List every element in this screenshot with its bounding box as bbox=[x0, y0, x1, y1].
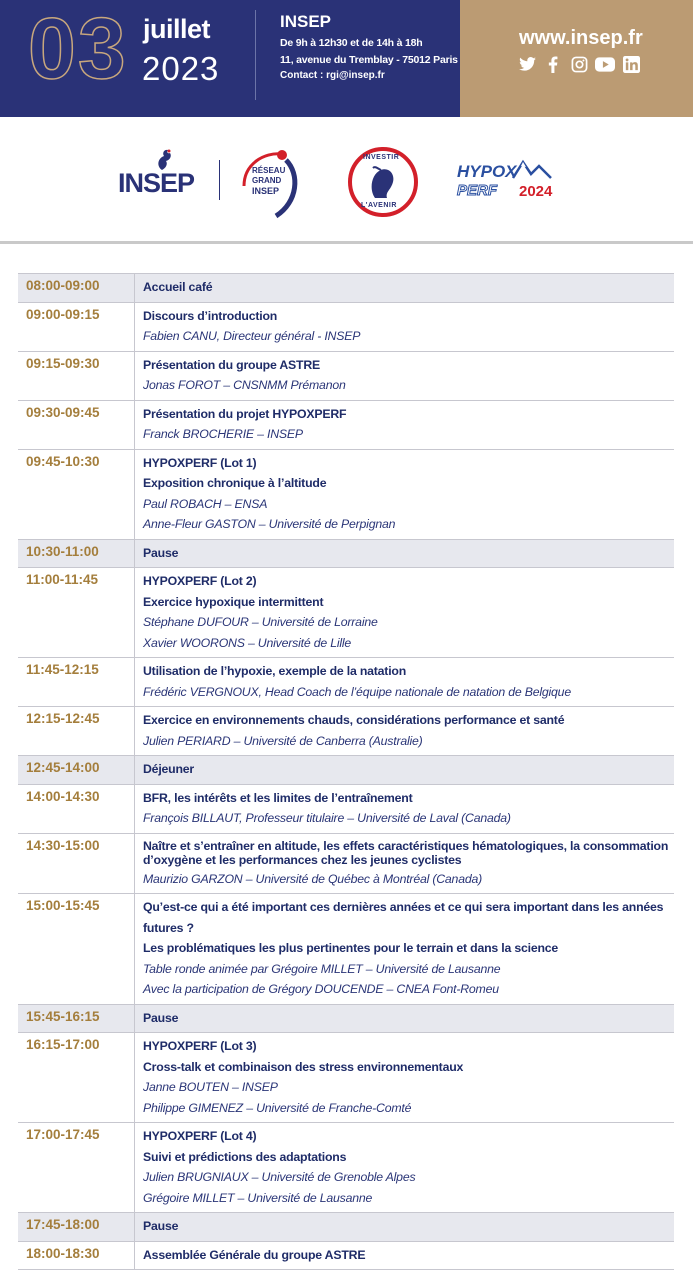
session-speaker: Grégoire MILLET – Université de Lausanne bbox=[143, 1188, 674, 1209]
website-link[interactable]: www.insep.fr bbox=[519, 27, 643, 50]
section-divider bbox=[0, 241, 693, 244]
session-time: 09:30-09:45 bbox=[18, 401, 135, 449]
schedule-row bbox=[18, 567, 674, 657]
session-time: 18:00-18:30 bbox=[18, 1242, 135, 1270]
schedule-row bbox=[18, 755, 674, 784]
schedule-row bbox=[18, 400, 674, 449]
session-title: Déjeuner bbox=[143, 759, 674, 780]
logo-divider bbox=[219, 160, 220, 200]
hypox-year: 2024 bbox=[519, 183, 552, 200]
venue-address: 11, avenue du Tremblay - 75012 Paris bbox=[280, 54, 458, 66]
event-day: 03 bbox=[28, 6, 128, 92]
session-time: 14:00-14:30 bbox=[18, 785, 135, 833]
twitter-icon[interactable] bbox=[518, 55, 536, 73]
session-title: HYPOXPERF (Lot 2) bbox=[143, 571, 674, 592]
schedule-row bbox=[18, 1032, 674, 1122]
session-title: Présentation du projet HYPOXPERF bbox=[143, 404, 674, 425]
session-details bbox=[135, 1033, 674, 1122]
session-time: 14:30-15:00 bbox=[18, 834, 135, 894]
schedule-row bbox=[18, 449, 674, 539]
investir-avenir-logo bbox=[347, 146, 419, 218]
schedule-row bbox=[18, 302, 674, 351]
session-speaker: Avec la participation de Grégory DOUCENDE – CNEA Font-Romeu bbox=[143, 979, 674, 1000]
schedule-row bbox=[18, 273, 674, 302]
session-speaker: Franck BROCHERIE – INSEP bbox=[143, 424, 674, 445]
session-title: Qu’est-ce qui a été important ces dernières années et ce qui sera important dans les années futures ? bbox=[143, 897, 674, 938]
session-speaker: Julien BRUGNIAUX – Université de Grenoble Alpes bbox=[143, 1167, 674, 1188]
session-details bbox=[135, 1005, 674, 1033]
session-details bbox=[135, 785, 674, 833]
session-time: 16:15-17:00 bbox=[18, 1033, 135, 1122]
schedule-row bbox=[18, 351, 674, 400]
session-time: 08:00-09:00 bbox=[18, 274, 135, 302]
schedule-row bbox=[18, 539, 674, 568]
session-title: Pause bbox=[143, 1008, 674, 1029]
session-speaker: Fabien CANU, Directeur général - INSEP bbox=[143, 326, 674, 347]
session-title: Utilisation de l’hypoxie, exemple de la natation bbox=[143, 661, 674, 682]
session-title: HYPOXPERF (Lot 3) bbox=[143, 1036, 674, 1057]
session-title: Les problématiques les plus pertinentes pour le terrain et dans la science bbox=[143, 938, 674, 959]
insep-logo: INSEP bbox=[118, 146, 200, 204]
hypoxperf-logo bbox=[455, 158, 575, 204]
perf-text: PERF bbox=[457, 182, 497, 199]
event-year: 2023 bbox=[142, 50, 219, 88]
linkedin-icon[interactable] bbox=[622, 55, 640, 73]
rgi-line3: INSEP bbox=[252, 186, 279, 196]
session-title: Naître et s’entraîner en altitude, les effets caractéristiques hématologiques, la consommation d’oxygène et les performances chez les jeunes cyclistes bbox=[143, 837, 674, 869]
rgi-line2: GRAND bbox=[252, 176, 281, 185]
schedule-row bbox=[18, 1004, 674, 1033]
session-time: 15:45-16:15 bbox=[18, 1005, 135, 1033]
header-banner bbox=[0, 0, 693, 117]
schedule-row bbox=[18, 1241, 674, 1270]
session-title: Exercice hypoxique intermittent bbox=[143, 592, 674, 613]
session-title: HYPOXPERF (Lot 4) bbox=[143, 1126, 674, 1147]
session-speaker: François BILLAUT, Professeur titulaire – Université de Laval (Canada) bbox=[143, 808, 674, 829]
hypox-text: HYPOX bbox=[457, 162, 517, 182]
session-speaker: Table ronde animée par Grégoire MILLET – Université de Lausanne bbox=[143, 959, 674, 980]
program-schedule bbox=[18, 273, 674, 1270]
header-divider bbox=[255, 10, 256, 100]
schedule-row bbox=[18, 893, 674, 1004]
session-details bbox=[135, 568, 674, 657]
instagram-icon[interactable] bbox=[570, 55, 588, 73]
rgi-line1: RÉSEAU bbox=[252, 166, 285, 175]
session-speaker: Maurizio GARZON – Université de Québec à Montréal (Canada) bbox=[143, 869, 674, 890]
session-speaker: Philippe GIMENEZ – Université de Franche-Comté bbox=[143, 1098, 674, 1119]
venue-name: INSEP bbox=[280, 12, 331, 32]
session-title: Cross-talk et combinaison des stress environnementaux bbox=[143, 1057, 674, 1078]
session-speaker: Xavier WOORONS – Université de Lille bbox=[143, 633, 674, 654]
event-month: juillet bbox=[143, 14, 210, 45]
contact-email[interactable]: Contact : rgi@insep.fr bbox=[280, 70, 385, 81]
session-details bbox=[135, 303, 674, 351]
session-time: 09:15-09:30 bbox=[18, 352, 135, 400]
session-details bbox=[135, 1123, 674, 1212]
social-links bbox=[518, 55, 640, 73]
reseau-grand-insep-logo bbox=[238, 146, 302, 218]
event-hours: De 9h à 12h30 et de 14h à 18h bbox=[280, 37, 422, 49]
session-details bbox=[135, 274, 674, 302]
session-speaker: Stéphane DUFOUR – Université de Lorraine bbox=[143, 612, 674, 633]
youtube-icon[interactable] bbox=[596, 55, 614, 73]
session-time: 17:00-17:45 bbox=[18, 1123, 135, 1212]
session-time: 17:45-18:00 bbox=[18, 1213, 135, 1241]
session-time: 09:00-09:15 bbox=[18, 303, 135, 351]
session-details bbox=[135, 658, 674, 706]
session-time: 10:30-11:00 bbox=[18, 540, 135, 568]
session-details bbox=[135, 540, 674, 568]
session-speaker: Jonas FOROT – CNSNMM Prémanon bbox=[143, 375, 674, 396]
schedule-row bbox=[18, 657, 674, 706]
session-details bbox=[135, 894, 674, 1004]
session-speaker: Janne BOUTEN – INSEP bbox=[143, 1077, 674, 1098]
session-speaker: Paul ROBACH – ENSA bbox=[143, 494, 674, 515]
facebook-icon[interactable] bbox=[544, 55, 562, 73]
session-title: Présentation du groupe ASTRE bbox=[143, 355, 674, 376]
investir-top-text: INVESTIR bbox=[363, 154, 399, 161]
session-title: Exercice en environnements chauds, considérations performance et santé bbox=[143, 710, 674, 731]
session-title: BFR, les intérêts et les limites de l’entraînement bbox=[143, 788, 674, 809]
session-details bbox=[135, 1242, 674, 1270]
schedule-row bbox=[18, 784, 674, 833]
session-time: 12:15-12:45 bbox=[18, 707, 135, 755]
schedule-row bbox=[18, 706, 674, 755]
session-details bbox=[135, 401, 674, 449]
session-title: Exposition chronique à l’altitude bbox=[143, 473, 674, 494]
session-title: Pause bbox=[143, 1216, 674, 1237]
session-time: 15:00-15:45 bbox=[18, 894, 135, 1004]
rooster-icon bbox=[148, 148, 176, 170]
session-details bbox=[135, 1213, 674, 1241]
session-title: HYPOXPERF (Lot 1) bbox=[143, 453, 674, 474]
investir-bottom-text: L'AVENIR bbox=[361, 202, 397, 209]
session-time: 11:00-11:45 bbox=[18, 568, 135, 657]
session-details bbox=[135, 352, 674, 400]
session-time: 11:45-12:15 bbox=[18, 658, 135, 706]
session-details bbox=[135, 450, 674, 539]
session-time: 09:45-10:30 bbox=[18, 450, 135, 539]
session-speaker: Anne-Fleur GASTON – Université de Perpignan bbox=[143, 514, 674, 535]
session-speaker: Frédéric VERGNOUX, Head Coach de l’équipe nationale de natation de Belgique bbox=[143, 682, 674, 703]
schedule-row bbox=[18, 1122, 674, 1212]
session-details bbox=[135, 834, 674, 894]
session-details bbox=[135, 707, 674, 755]
session-speaker: Julien PERIARD – Université de Canberra (Australie) bbox=[143, 731, 674, 752]
session-time: 12:45-14:00 bbox=[18, 756, 135, 784]
session-title: Assemblée Générale du groupe ASTRE bbox=[143, 1245, 674, 1266]
session-title: Pause bbox=[143, 543, 674, 564]
session-details bbox=[135, 756, 674, 784]
session-title: Discours d’introduction bbox=[143, 306, 674, 327]
schedule-row bbox=[18, 833, 674, 894]
session-title: Suivi et prédictions des adaptations bbox=[143, 1147, 674, 1168]
schedule-row bbox=[18, 1212, 674, 1241]
session-title: Accueil café bbox=[143, 277, 674, 298]
